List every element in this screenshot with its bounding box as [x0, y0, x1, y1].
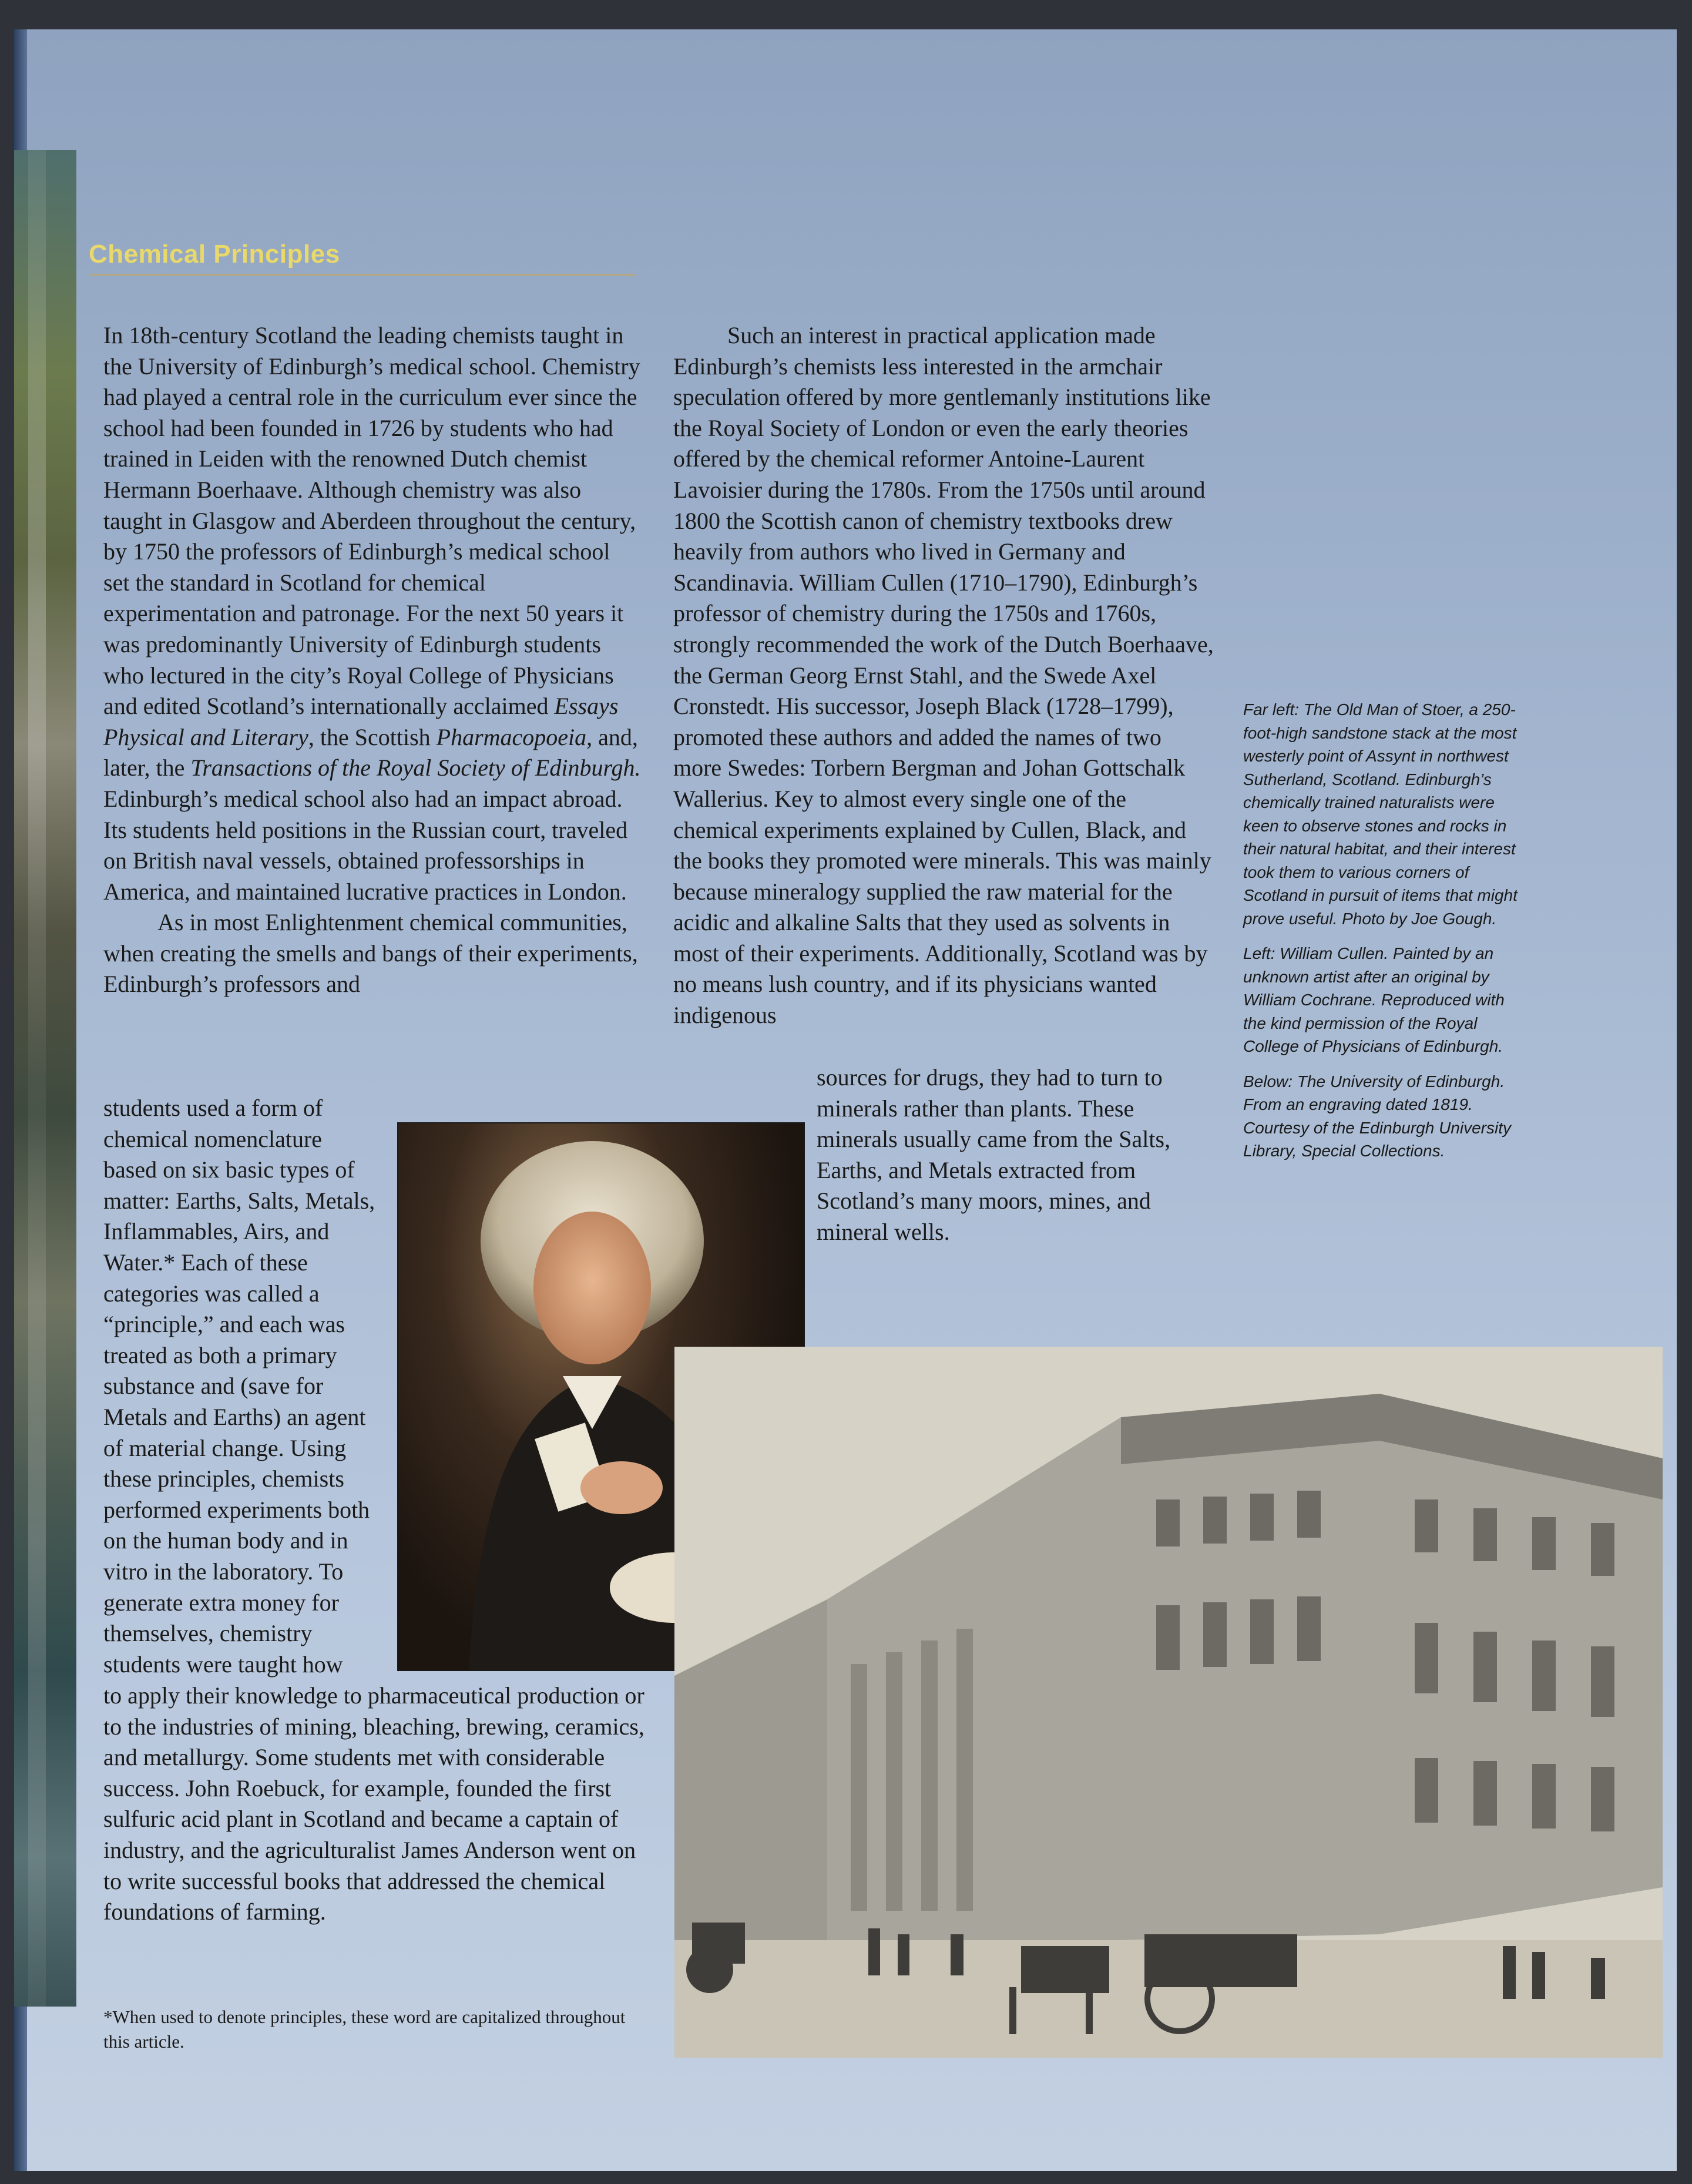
face-shape [533, 1212, 651, 1364]
caption-below: Below: The University of Edinburgh. From an engraving dated 1819. Courtesy of the Edinburgh University Library, Special Collections. [1243, 1072, 1511, 1160]
university-edinburgh-engraving [674, 1347, 1663, 2058]
caption-far-left: Far left: The Old Man of Stoer, a 250-foot-high sandstone stack at the most westerly point of Assynt in northwest Sutherland, Scotland. Edinburgh’s chemically trained naturalists were keen to observe stones and rocks in their natural habitat, and their interest took them to various corners of Scotland in pursuit of items that might prove useful. Photo by Joe Gough. [1243, 700, 1518, 928]
footnote: *When used to denote principles, these word are capitalized throughout this article. [103, 2007, 626, 2052]
photo-captions [1243, 698, 1519, 1175]
right-column [673, 320, 1214, 1031]
left-column [103, 320, 642, 1000]
section-title: Chemical Principles [89, 240, 635, 276]
caption-left: Left: William Cullen. Painted by an unknown artist after an original by William Cochrane. Reproduced with the kind permission of the Royal College of Physicians of Edinburgh. [1243, 944, 1505, 1055]
left-paragraph-2-wrapped: students used a form of chemical nomenclature based on six basic types of matter: Earths, Salts, Metals, Inflammables, Airs, and Water.* Each of these categories was called a “principle,” and each was treated as both a primary substance and (save for Metals and Earths) an agent of material change. Using these principles, chemists performed experiments both on the human body and in vitro in the laboratory. To generate extra money for themselves, chemistry students were taught how [103, 1095, 375, 1678]
photo-strip-highlight [28, 150, 46, 2007]
right-paragraph-1: Such an interest in practical application made Edinburgh’s chemists less interested in the armchair speculation offered by more gentlemanly institutions like the Royal Society of London or even the early theories offered by the chemical reformer Antoine-Laurent Lavoisier during the 1780s. From the 1750s until around 1800 the Scottish canon of chemistry textbooks drew heavily from authors who lived in Germany and Scandinavia. William Cullen (1710–1790), Edinburgh’s professor of chemistry during the 1750s and 1760s, strongly recommended the work of the Dutch Boerhaave, the German Georg Ernst Stahl, and the Swede Axel Cronstedt. His successor, Joseph Black (1728–1799), promoted these authors and added the names of two more Swedes: Torbern Bergman and Johan Gottschalk Wallerius. Key to almost every single one of the chemical experiments explained by Cullen, Black, and the books they promoted were minerals. This was mainly because mineralogy supplied the raw material for the acidic and alkaline Salts that they used as solvents in most of their experiments. Additionally, Scotland was by no means lush country, and if its physicians wanted indigenous [673, 322, 1214, 1029]
left-paragraph-2-start: As in most Enlightenment chemical communities, when creating the smells and bangs of their experiments, Edinburgh’s professors and [103, 909, 638, 998]
left-paragraph-1: In 18th-century Scotland the leading chemists taught in the University of Edinburgh’s medical school. Chemistry had played a central role in the curriculum ever since the school had been founded in 1726 by students who had trained in Leiden with the renowned Dutch chemist Hermann Boerhaave. Although chemistry was also taught in Glasgow and Aberdeen throughout the century, by 1750 the professors of Edinburgh’s medical school set the standard in Scotland for chemical experimentation and patronage. For the next 50 years it was predominantly University of Edinburgh students who lectured in the city’s Royal College of Physicians and edited Scotland’s internationally acclaimed Essays Physical and Literary, the Scottish Pharmacopoeia, and, later, the Transactions of the Royal Society of Edinburgh. Edinburgh’s medical school also had an impact abroad. Its students held positions in the Russian court, traveled on British naval vessels, obtained professorships in America, and maintained lucrative practices in London. [103, 322, 641, 905]
left-paragraph-2-end: to apply their knowledge to pharmaceutical production or to the industries of mining, bleaching, brewing, ceramics, and metallurgy. Some students met with considerable success. John Roebuck, for example, founded the first sulfuric acid plant in Scotland and became a captain of industry, and the agriculturalist James Anderson went on to write successful books that addressed the chemical foundations of farming. [103, 1682, 644, 1925]
engraving-illustration [674, 1347, 1663, 2058]
hand-shape [580, 1461, 663, 1514]
right-paragraph-1-wrapped: sources for drugs, they had to turn to minerals rather than plants. These minerals usually came from the Salts, Earths, and Metals extracted from Scotland’s many moors, mines, and mineral wells. [817, 1064, 1171, 1245]
